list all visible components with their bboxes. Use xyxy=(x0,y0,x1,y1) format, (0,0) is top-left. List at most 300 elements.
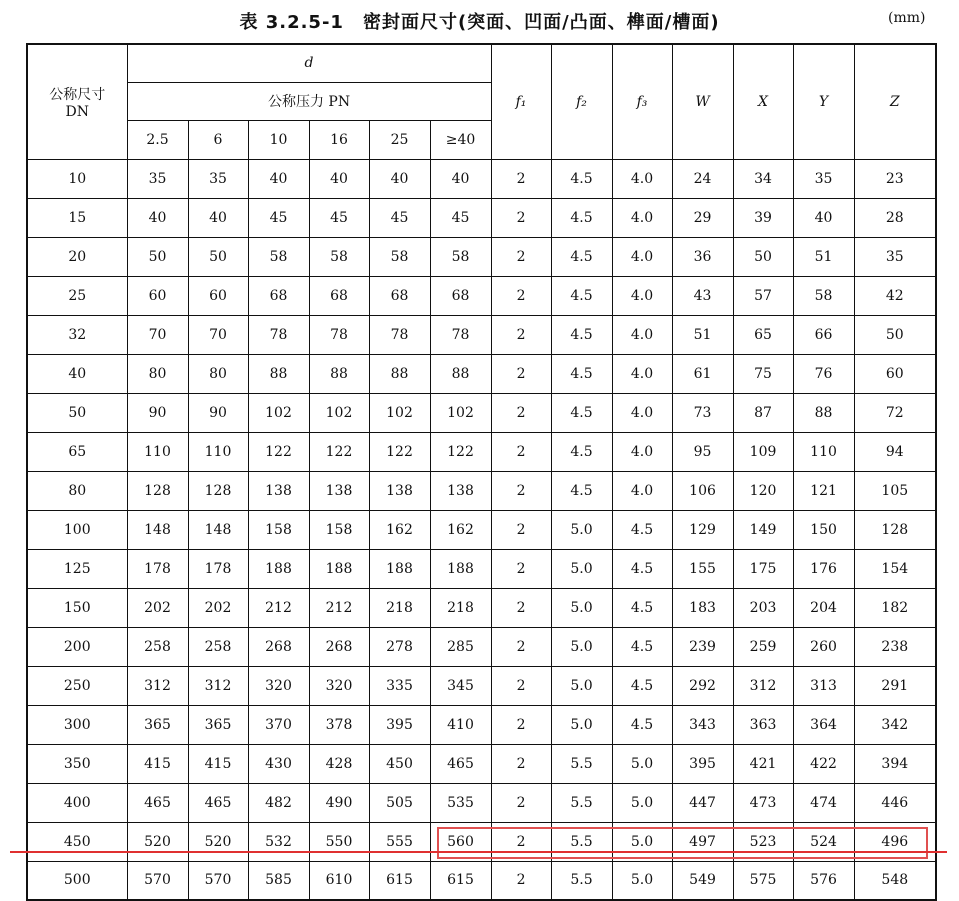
value-cell: 5.5 xyxy=(551,744,612,783)
value-cell: 258 xyxy=(188,627,248,666)
unit-label: (mm) xyxy=(888,10,926,26)
value-cell: 88 xyxy=(793,393,854,432)
table-row xyxy=(27,744,936,783)
value-cell: 4.0 xyxy=(612,354,672,393)
header-pn-value: 6 xyxy=(188,120,248,159)
dn-cell: 65 xyxy=(27,432,127,471)
value-cell: 110 xyxy=(793,432,854,471)
value-cell: 65 xyxy=(733,315,793,354)
value-cell: 80 xyxy=(127,354,188,393)
value-cell: 428 xyxy=(309,744,369,783)
dn-cell: 100 xyxy=(27,510,127,549)
table-row xyxy=(27,783,936,822)
value-cell: 395 xyxy=(672,744,733,783)
table-row xyxy=(27,705,936,744)
value-cell: 610 xyxy=(309,861,369,900)
value-cell: 2 xyxy=(491,276,551,315)
value-cell: 5.5 xyxy=(551,861,612,900)
value-cell: 102 xyxy=(430,393,491,432)
value-cell: 60 xyxy=(127,276,188,315)
value-cell: 35 xyxy=(188,159,248,198)
value-cell: 4.0 xyxy=(612,237,672,276)
dn-cell: 125 xyxy=(27,549,127,588)
value-cell: 162 xyxy=(430,510,491,549)
value-cell: 212 xyxy=(248,588,309,627)
value-cell: 155 xyxy=(672,549,733,588)
header-dn-line2: DN xyxy=(65,103,89,120)
value-cell: 370 xyxy=(248,705,309,744)
value-cell: 5.0 xyxy=(551,588,612,627)
value-cell: 532 xyxy=(248,822,309,861)
value-cell: 343 xyxy=(672,705,733,744)
value-cell: 615 xyxy=(369,861,430,900)
table-row xyxy=(27,822,936,861)
value-cell: 497 xyxy=(672,822,733,861)
value-cell: 88 xyxy=(309,354,369,393)
value-cell: 178 xyxy=(188,549,248,588)
header-pn-value: 25 xyxy=(369,120,430,159)
value-cell: 40 xyxy=(188,198,248,237)
value-cell: 430 xyxy=(248,744,309,783)
value-cell: 259 xyxy=(733,627,793,666)
value-cell: 45 xyxy=(369,198,430,237)
value-cell: 70 xyxy=(127,315,188,354)
value-cell: 105 xyxy=(854,471,936,510)
value-cell: 158 xyxy=(309,510,369,549)
value-cell: 4.5 xyxy=(551,393,612,432)
value-cell: 58 xyxy=(248,237,309,276)
value-cell: 78 xyxy=(248,315,309,354)
value-cell: 203 xyxy=(733,588,793,627)
value-cell: 555 xyxy=(369,822,430,861)
value-cell: 138 xyxy=(430,471,491,510)
value-cell: 446 xyxy=(854,783,936,822)
value-cell: 128 xyxy=(127,471,188,510)
dn-cell: 350 xyxy=(27,744,127,783)
value-cell: 120 xyxy=(733,471,793,510)
value-cell: 505 xyxy=(369,783,430,822)
value-cell: 102 xyxy=(369,393,430,432)
dn-cell: 400 xyxy=(27,783,127,822)
value-cell: 291 xyxy=(854,666,936,705)
value-cell: 138 xyxy=(369,471,430,510)
seal-face-dimension-table xyxy=(26,43,937,901)
value-cell: 202 xyxy=(127,588,188,627)
value-cell: 43 xyxy=(672,276,733,315)
value-cell: 5.5 xyxy=(551,822,612,861)
value-cell: 415 xyxy=(188,744,248,783)
value-cell: 128 xyxy=(854,510,936,549)
value-cell: 5.0 xyxy=(612,861,672,900)
value-cell: 2 xyxy=(491,237,551,276)
value-cell: 58 xyxy=(793,276,854,315)
value-cell: 34 xyxy=(733,159,793,198)
value-cell: 278 xyxy=(369,627,430,666)
value-cell: 188 xyxy=(248,549,309,588)
table-row xyxy=(27,510,936,549)
value-cell: 128 xyxy=(188,471,248,510)
table-row xyxy=(27,276,936,315)
dn-cell: 150 xyxy=(27,588,127,627)
value-cell: 39 xyxy=(733,198,793,237)
value-cell: 76 xyxy=(793,354,854,393)
value-cell: 40 xyxy=(430,159,491,198)
value-cell: 4.5 xyxy=(551,315,612,354)
value-cell: 5.0 xyxy=(551,666,612,705)
value-cell: 258 xyxy=(127,627,188,666)
value-cell: 523 xyxy=(733,822,793,861)
value-cell: 378 xyxy=(309,705,369,744)
value-cell: 2 xyxy=(491,549,551,588)
value-cell: 4.5 xyxy=(612,666,672,705)
value-cell: 80 xyxy=(188,354,248,393)
value-cell: 149 xyxy=(733,510,793,549)
value-cell: 68 xyxy=(248,276,309,315)
value-cell: 68 xyxy=(369,276,430,315)
value-cell: 5.0 xyxy=(612,822,672,861)
value-cell: 110 xyxy=(188,432,248,471)
value-cell: 50 xyxy=(733,237,793,276)
value-cell: 78 xyxy=(369,315,430,354)
value-cell: 394 xyxy=(854,744,936,783)
value-cell: 2 xyxy=(491,666,551,705)
value-cell: 5.0 xyxy=(551,705,612,744)
value-cell: 363 xyxy=(733,705,793,744)
value-cell: 218 xyxy=(369,588,430,627)
header-pn-value: ≥40 xyxy=(430,120,491,159)
value-cell: 50 xyxy=(854,315,936,354)
value-cell: 2 xyxy=(491,744,551,783)
value-cell: 268 xyxy=(248,627,309,666)
value-cell: 4.5 xyxy=(612,705,672,744)
value-cell: 61 xyxy=(672,354,733,393)
value-cell: 570 xyxy=(127,861,188,900)
value-cell: 238 xyxy=(854,627,936,666)
header-d: d xyxy=(127,44,491,82)
value-cell: 178 xyxy=(127,549,188,588)
header-pn: 公称压力 PN xyxy=(127,82,491,120)
value-cell: 535 xyxy=(430,783,491,822)
value-cell: 520 xyxy=(127,822,188,861)
value-cell: 5.0 xyxy=(551,627,612,666)
value-cell: 4.5 xyxy=(612,510,672,549)
value-cell: 148 xyxy=(127,510,188,549)
value-cell: 421 xyxy=(733,744,793,783)
value-cell: 218 xyxy=(430,588,491,627)
value-cell: 292 xyxy=(672,666,733,705)
value-cell: 482 xyxy=(248,783,309,822)
value-cell: 2 xyxy=(491,354,551,393)
dn-cell: 10 xyxy=(27,159,127,198)
value-cell: 68 xyxy=(309,276,369,315)
value-cell: 2 xyxy=(491,315,551,354)
value-cell: 204 xyxy=(793,588,854,627)
table-row xyxy=(27,627,936,666)
value-cell: 78 xyxy=(309,315,369,354)
value-cell: 138 xyxy=(248,471,309,510)
value-cell: 260 xyxy=(793,627,854,666)
value-cell: 51 xyxy=(672,315,733,354)
value-cell: 4.5 xyxy=(551,198,612,237)
value-cell: 72 xyxy=(854,393,936,432)
value-cell: 4.0 xyxy=(612,315,672,354)
value-cell: 2 xyxy=(491,627,551,666)
dn-cell: 40 xyxy=(27,354,127,393)
value-cell: 182 xyxy=(854,588,936,627)
dn-cell: 300 xyxy=(27,705,127,744)
value-cell: 4.0 xyxy=(612,393,672,432)
value-cell: 496 xyxy=(854,822,936,861)
value-cell: 50 xyxy=(127,237,188,276)
value-cell: 109 xyxy=(733,432,793,471)
value-cell: 447 xyxy=(672,783,733,822)
value-cell: 36 xyxy=(672,237,733,276)
header-f2: f₂ xyxy=(551,44,612,159)
value-cell: 122 xyxy=(248,432,309,471)
value-cell: 88 xyxy=(430,354,491,393)
value-cell: 5.0 xyxy=(551,510,612,549)
value-cell: 474 xyxy=(793,783,854,822)
value-cell: 78 xyxy=(430,315,491,354)
value-cell: 285 xyxy=(430,627,491,666)
value-cell: 40 xyxy=(248,159,309,198)
value-cell: 60 xyxy=(188,276,248,315)
value-cell: 88 xyxy=(369,354,430,393)
value-cell: 35 xyxy=(127,159,188,198)
value-cell: 158 xyxy=(248,510,309,549)
value-cell: 87 xyxy=(733,393,793,432)
dn-cell: 200 xyxy=(27,627,127,666)
table-row xyxy=(27,393,936,432)
value-cell: 40 xyxy=(309,159,369,198)
value-cell: 2 xyxy=(491,159,551,198)
value-cell: 24 xyxy=(672,159,733,198)
value-cell: 28 xyxy=(854,198,936,237)
value-cell: 57 xyxy=(733,276,793,315)
table-row xyxy=(27,432,936,471)
value-cell: 94 xyxy=(854,432,936,471)
value-cell: 102 xyxy=(309,393,369,432)
value-cell: 345 xyxy=(430,666,491,705)
value-cell: 342 xyxy=(854,705,936,744)
value-cell: 560 xyxy=(430,822,491,861)
value-cell: 4.5 xyxy=(551,159,612,198)
header-pn-value: 16 xyxy=(309,120,369,159)
table-title: 表 3.2.5-1 密封面尺寸(突面、凹面/凸面、榫面/槽面) xyxy=(239,12,720,33)
value-cell: 2 xyxy=(491,471,551,510)
value-cell: 4.0 xyxy=(612,471,672,510)
value-cell: 2 xyxy=(491,861,551,900)
value-cell: 148 xyxy=(188,510,248,549)
value-cell: 4.5 xyxy=(612,627,672,666)
header-pn-value: 10 xyxy=(248,120,309,159)
dn-cell: 450 xyxy=(27,822,127,861)
value-cell: 154 xyxy=(854,549,936,588)
value-cell: 68 xyxy=(430,276,491,315)
dn-cell: 250 xyxy=(27,666,127,705)
table-row xyxy=(27,237,936,276)
value-cell: 121 xyxy=(793,471,854,510)
value-cell: 313 xyxy=(793,666,854,705)
table-row xyxy=(27,588,936,627)
value-cell: 45 xyxy=(309,198,369,237)
value-cell: 129 xyxy=(672,510,733,549)
value-cell: 35 xyxy=(793,159,854,198)
value-cell: 2 xyxy=(491,588,551,627)
header-z: Z xyxy=(854,44,936,159)
value-cell: 312 xyxy=(733,666,793,705)
value-cell: 2 xyxy=(491,198,551,237)
value-cell: 66 xyxy=(793,315,854,354)
value-cell: 239 xyxy=(672,627,733,666)
value-cell: 110 xyxy=(127,432,188,471)
value-cell: 45 xyxy=(248,198,309,237)
table-body xyxy=(27,159,936,900)
dn-cell: 50 xyxy=(27,393,127,432)
value-cell: 122 xyxy=(309,432,369,471)
value-cell: 188 xyxy=(309,549,369,588)
value-cell: 175 xyxy=(733,549,793,588)
value-cell: 365 xyxy=(188,705,248,744)
value-cell: 465 xyxy=(430,744,491,783)
value-cell: 70 xyxy=(188,315,248,354)
value-cell: 90 xyxy=(188,393,248,432)
value-cell: 415 xyxy=(127,744,188,783)
value-cell: 312 xyxy=(127,666,188,705)
value-cell: 570 xyxy=(188,861,248,900)
value-cell: 465 xyxy=(127,783,188,822)
value-cell: 40 xyxy=(127,198,188,237)
header-x: X xyxy=(733,44,793,159)
value-cell: 473 xyxy=(733,783,793,822)
value-cell: 4.5 xyxy=(551,237,612,276)
table-row xyxy=(27,471,936,510)
value-cell: 2 xyxy=(491,510,551,549)
header-pn-value: 2.5 xyxy=(127,120,188,159)
header-f3: f₃ xyxy=(612,44,672,159)
value-cell: 2 xyxy=(491,783,551,822)
value-cell: 4.5 xyxy=(551,276,612,315)
value-cell: 2 xyxy=(491,393,551,432)
dn-cell: 20 xyxy=(27,237,127,276)
value-cell: 73 xyxy=(672,393,733,432)
dn-cell: 32 xyxy=(27,315,127,354)
value-cell: 4.0 xyxy=(612,432,672,471)
value-cell: 585 xyxy=(248,861,309,900)
value-cell: 548 xyxy=(854,861,936,900)
value-cell: 335 xyxy=(369,666,430,705)
value-cell: 550 xyxy=(309,822,369,861)
table-row xyxy=(27,861,936,900)
value-cell: 5.5 xyxy=(551,783,612,822)
value-cell: 150 xyxy=(793,510,854,549)
value-cell: 45 xyxy=(430,198,491,237)
value-cell: 188 xyxy=(430,549,491,588)
value-cell: 4.0 xyxy=(612,198,672,237)
value-cell: 51 xyxy=(793,237,854,276)
value-cell: 58 xyxy=(309,237,369,276)
value-cell: 365 xyxy=(127,705,188,744)
value-cell: 549 xyxy=(672,861,733,900)
value-cell: 58 xyxy=(430,237,491,276)
value-cell: 122 xyxy=(369,432,430,471)
value-cell: 2 xyxy=(491,432,551,471)
header-y: Y xyxy=(793,44,854,159)
table-row xyxy=(27,549,936,588)
value-cell: 410 xyxy=(430,705,491,744)
value-cell: 4.0 xyxy=(612,159,672,198)
value-cell: 183 xyxy=(672,588,733,627)
header-dn xyxy=(27,44,127,159)
value-cell: 40 xyxy=(369,159,430,198)
value-cell: 35 xyxy=(854,237,936,276)
value-cell: 4.0 xyxy=(612,276,672,315)
header-f1: f₁ xyxy=(491,44,551,159)
value-cell: 162 xyxy=(369,510,430,549)
value-cell: 60 xyxy=(854,354,936,393)
value-cell: 102 xyxy=(248,393,309,432)
table-row xyxy=(27,159,936,198)
value-cell: 88 xyxy=(248,354,309,393)
value-cell: 106 xyxy=(672,471,733,510)
value-cell: 320 xyxy=(309,666,369,705)
value-cell: 520 xyxy=(188,822,248,861)
value-cell: 40 xyxy=(793,198,854,237)
header-w: W xyxy=(672,44,733,159)
value-cell: 4.5 xyxy=(551,354,612,393)
value-cell: 5.0 xyxy=(612,783,672,822)
dn-cell: 500 xyxy=(27,861,127,900)
value-cell: 465 xyxy=(188,783,248,822)
value-cell: 23 xyxy=(854,159,936,198)
value-cell: 4.5 xyxy=(612,588,672,627)
value-cell: 524 xyxy=(793,822,854,861)
value-cell: 176 xyxy=(793,549,854,588)
value-cell: 95 xyxy=(672,432,733,471)
value-cell: 2 xyxy=(491,705,551,744)
value-cell: 4.5 xyxy=(551,432,612,471)
value-cell: 29 xyxy=(672,198,733,237)
table-row xyxy=(27,354,936,393)
value-cell: 490 xyxy=(309,783,369,822)
dn-cell: 80 xyxy=(27,471,127,510)
dn-cell: 25 xyxy=(27,276,127,315)
value-cell: 422 xyxy=(793,744,854,783)
value-cell: 50 xyxy=(188,237,248,276)
table-row xyxy=(27,666,936,705)
value-cell: 575 xyxy=(733,861,793,900)
dn-cell: 15 xyxy=(27,198,127,237)
value-cell: 320 xyxy=(248,666,309,705)
value-cell: 364 xyxy=(793,705,854,744)
value-cell: 4.5 xyxy=(551,471,612,510)
value-cell: 268 xyxy=(309,627,369,666)
value-cell: 615 xyxy=(430,861,491,900)
value-cell: 312 xyxy=(188,666,248,705)
value-cell: 138 xyxy=(309,471,369,510)
value-cell: 90 xyxy=(127,393,188,432)
value-cell: 576 xyxy=(793,861,854,900)
value-cell: 188 xyxy=(369,549,430,588)
value-cell: 42 xyxy=(854,276,936,315)
table-row xyxy=(27,198,936,237)
header-dn-line1: 公称尺寸 xyxy=(49,86,106,103)
value-cell: 395 xyxy=(369,705,430,744)
value-cell: 122 xyxy=(430,432,491,471)
value-cell: 212 xyxy=(309,588,369,627)
value-cell: 58 xyxy=(369,237,430,276)
table-row xyxy=(27,315,936,354)
